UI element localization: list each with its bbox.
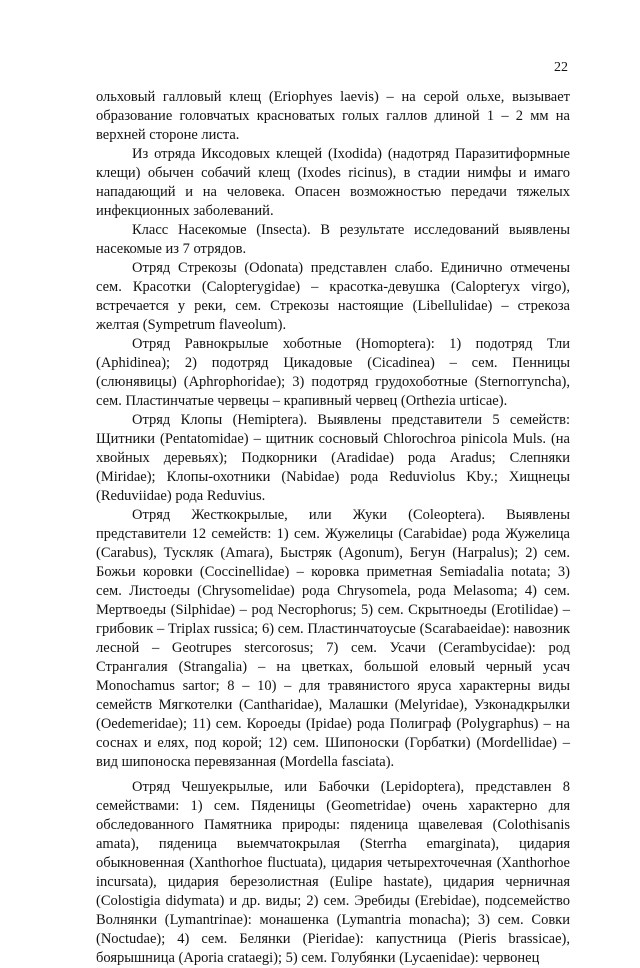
page-number: 22 xyxy=(554,60,568,75)
paragraph-odonata: Отряд Стрекозы (Odonata) представлен слабо. Единично отмечены сем. Красотки (Calopterygidae) – красотка-девушка (Calopteryx virgo), встречается у реки, сем. Стрекозы настоящие (Libellulidae) – стрекоза желтая (Sympetrum flaveolum). xyxy=(96,260,570,333)
paragraph-homoptera: Отряд Равнокрылые хоботные (Homoptera): 1) подотряд Тли (Aphidinea); 2) подотряд Цикадовые (Cicadinea) – сем. Пенницы (слюнявицы) (Aphrophoridae); 3) подотряд грудохоботные (Sternorryncha), сем. Пластинчатые червецы – крапивный червец (Orthezia urticae). xyxy=(96,336,570,409)
paragraph-hemiptera: Отряд Клопы (Hemiptera). Выявлены представители 5 семейств: Щитники (Pentatomidae) – щитник сосновый Chlorochroa pinicola Muls. (на хвойных деревьях); Подкорники (Aradidae) рода Aradus; Слепняки (Miridae); Клопы-охотники (Nabidae) рода Reduviolus Kby.; Хищнецы (Reduviidae) рода Reduvius. xyxy=(96,412,570,504)
paragraph-tick-continuation: ольховый галловый клещ (Eriophyes laevis) – на серой ольхе, вызывает образование головчатых красноватых голых галлов длиной 1 – 2 мм на верхней стороне листа. xyxy=(96,89,570,143)
paragraph-coleoptera: Отряд Жесткокрылые, или Жуки (Coleoptera). Выявлены представители 12 семейств: 1) сем. Жужелицы (Carabidae) рода Жужелица (Carabus), Тускляк (Amara), Быстряк (Agonum), Бегун (Harpalus); 2) сем. Божьи коровки (Coccinellidae) – коровка приметная Semiadalia notata; 3) сем. Листоеды (Chrysomelidae) рода Chrysomela, рода Melasoma; 4) сем. Мертвоеды (Silphidae) – род Necrophorus; 5) сем. Скрытноеды (Erotilidae) – грибовик – Triplax russica; 6) сем. Пластинчатоусые (Scarabaeidae): навозник лесной – Geotrupes stercorosus; 7) сем. Усачи (Cerambycidae): род Странгалия (Strangalia) – на цветках, большой еловый черный усач Monochamus sartor; 8 – 10) – для травянистого яруса характерны виды семейств Мягкотелки (Cantharidae), Малашки (Melyridae), Узконадкрылки (Oedemeridae); 11) сем. Короеды (Ipidae) рода Полиграф (Polygraphus) – на соснах и елях, под корой; 12) сем. Шипоноски (Горбатки) (Mordellidae) – вид шипоноска перевязанная (Mordella fasciata). xyxy=(96,507,570,770)
paragraph-lepidoptera: Отряд Чешуекрылые, или Бабочки (Lepidoptera), представлен 8 семействами: 1) сем. Пяденицы (Geometridae) очень характерно для обследованного Памятника природы: пяденица щавелевая (Colothisanis amata), пяденица выемчатокрылая (Sterrha emarginata), цидария обыкновенная (Xanthorhoe fluctuata), цидария четырехточечная (Xanthorhoe incursata), цидария березолистная (Eulipe hastate), цидария черничная (Colostigia didymata) и др. виды; 2) сем. Эребиды (Erebidae), подсемейство Волнянки (Lymantrinae): монашенка (Lymantria monacha); 3) сем. Совки (Noctudae); 4) сем. Белянки (Pieridae): капустница (Pieris brassicae), боярышница (Aporia crataegi); 5) сем. Голубянки (Lycaenidae): червонец xyxy=(96,779,570,966)
paragraph-insecta: Класс Насекомые (Insecta). В результате исследований выявлены насекомые из 7 отрядов. xyxy=(96,222,570,257)
paragraph-ixodida: Из отряда Иксодовых клещей (Ixodida) (надотряд Паразитиформные клещи) обычен собачий клещ (Ixodes ricinus), в стадии нимфы и имаго нападающий и на человека. Опасен возможностью передачи тяжелых инфекционных заболеваний. xyxy=(96,146,570,219)
body-text xyxy=(96,88,570,968)
